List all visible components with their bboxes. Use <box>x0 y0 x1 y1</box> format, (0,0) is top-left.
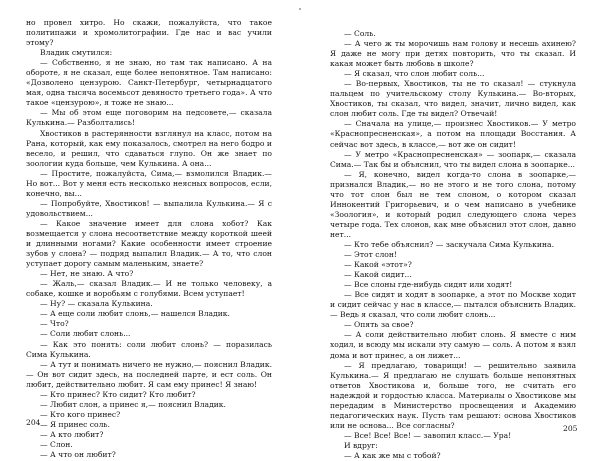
paragraph: — Какой сидит... <box>344 270 412 280</box>
left-page <box>26 18 272 460</box>
paragraph: — Во-первых, Хвостиков, ты не то сказал! — стукнула пальцем по учительскому столу Кулькина.— Во-вторых, Хвостиков, ты сказал, что видел, значит, лично видел, как слон любит соль. Где ты видел? Отвечай! <box>330 79 576 119</box>
paragraph: — У метро «Краснопресненская» — зоопарк,— сказала Сима.— Так бы и объяснил, что ты видел слона в зоопарке... <box>330 149 576 169</box>
paragraph: — Я сказал, что слон любит соль... <box>344 69 485 79</box>
paragraph: — Мы об этом еще поговорим на педсовете,— сказала Кулькина.— Разболтались! <box>26 108 272 128</box>
paragraph: — А кто любит? <box>40 429 104 439</box>
paragraph: — Я принес соль. <box>40 419 110 429</box>
paragraph: — А тут и понимать ничего не нужно,— пояснил Владик.— Он вот сидит здесь, на последней парте, и ест соль. Он любит, действительно любит. Я сам ему принес! Я знаю! <box>26 359 272 389</box>
paragraph: — Кто принес? Кто сидит? Кто любит? <box>40 389 196 399</box>
paragraph: И вдруг: <box>344 440 378 450</box>
left-page-number: 204 <box>26 418 41 427</box>
paragraph: — Этот слон! <box>344 250 397 260</box>
paragraph: — Все слоны где-нибудь сидят или ходят! <box>344 280 513 290</box>
paragraph: — Собственно, я не знаю, но там так написано. А на обороте, я не сказал, еще более непонятное. Там написано: «Дозволено цензурою. Санкт-Петербург, четырнадцатого мая, одна тысяча восемьсот девяносто третьего года». А что такое «цензурою», я тоже не знаю... <box>26 58 272 108</box>
paragraph: — Что? <box>40 319 69 329</box>
paragraph: — А соли действительно любит слонь. Я вместе с ним ходил, и всюду мы искали эту самую — соль. А потом я взял дома и вот принес, а он лижет... <box>330 330 576 360</box>
paragraph: — А еще соли любит слонь,— нашелся Владик. <box>40 309 230 319</box>
paragraph: — Простите, пожалуйста, Сима,— взмолился Владик.— Но вот... Вот у меня есть несколько неясных вопросов, если, конечно, вы... <box>26 168 272 198</box>
paragraph: — Опять за свое? <box>344 320 414 330</box>
paragraph: Хвостиков в растерянности взглянул на класс, потом на Рана, который, как ему показалось, смотрел на него бодро и весело, и решил, что сдаваться глупо. Он же знает по зоологии куда больше, чем Кулькина. А она... <box>26 128 272 168</box>
paragraph: — Жаль,— сказал Владик.— И не только человеку, а собаке, кошке и воробьям с голубями. Всем уступает! <box>26 279 272 299</box>
paragraph: — Соли любит слонь... <box>40 329 131 339</box>
paragraph: — Кто тебе объяснил? — заскучала Сима Кулькина. <box>344 239 554 249</box>
paragraph: — А как же мы с тобой? <box>344 450 441 460</box>
paragraph: — Нет, не знаю. А что? <box>40 269 134 279</box>
paragraph: но провел хитро. Но скажи, пожалуйста, что такое политипажи и хромолитографии. Где нас и вас учили этому? <box>26 18 272 48</box>
paragraph: — Как это понять: соли любит слонь? — поразилась Сима Кулькина. <box>26 339 272 359</box>
paragraph: — Какой «этот»? <box>344 260 412 270</box>
paragraph: — А чего ж ты морочишь нам голову и несешь ахинею? Я даже не могу при детях повторить, что ты сказал. И какая может быть любовь в школе? <box>330 39 576 69</box>
paragraph: — Любит слон, а принес я,— пояснил Владик. <box>40 399 226 409</box>
paragraph: — Кто кого принес? <box>40 409 121 419</box>
paragraph: — Сначала на улице,— произнес Хвостиков.— У метро «Краснопресненская», а потом на площади Восстания. А сейчас вот здесь, в классе,— вот же он сидит! <box>330 119 576 149</box>
paragraph: — Все! Все! Все! — завопил класс.— Ура! <box>344 430 512 440</box>
paragraph: — Все сидят и ходят в зоопарке, а этот по Москве ходит и сидит сейчас у нас в классе,— пытался объяснить Владик.— Ведь я сказал, что соли любит слонь... <box>330 290 576 320</box>
right-page-number: 205 <box>563 424 578 433</box>
paragraph: — Попробуйте, Хвостиков! — выпалила Кулькина.— Я с удовольствием... <box>26 198 272 218</box>
paragraph: Владик смутился: <box>40 48 113 58</box>
paragraph: — Какое значение имеет для слона хобот? Как возмещается у слона несоответствие между короткой шеей и длинными ногами? Какие особенности имеет строение зубов у слона? — подряд выпалил Владик.— А то, что слон уступает дорогу самым маленьким, знаете? <box>26 218 272 269</box>
paragraph: — Слон. <box>40 439 73 449</box>
paragraph: — Ну? — сказала Кулькина. <box>40 299 153 309</box>
paragraph: — А что он любит? <box>40 450 116 460</box>
right-page <box>330 29 576 460</box>
paragraph: — Я, конечно, видел когда-то слона в зоопарке,— признался Владик,— но не этого и не того слона, потому что тот слон был не тем слоном, о котором сказал Иннокентий Григорьевич, и о чем написано в учебнике «Зоология», и который родил следующего слона через четыре года. Тех слонов, как мне объяснил этот слон, давно нет... <box>330 169 576 239</box>
paragraph: — Соль. <box>344 29 376 38</box>
paragraph: — Я предлагаю, товарищи! — решительно заявила Кулькина.— Я предлагаю не слушать больше непонятных ответов Хвостикова и, больше того, не считать его надеждой и гордостью класса. Материалы о Хвостикове мы передадим в Министерство просвещения и Академию педагогических наук. Пусть там решают: основа Хвостиков или не основа... Все согласны? <box>330 360 576 430</box>
scan-speck <box>299 8 301 10</box>
